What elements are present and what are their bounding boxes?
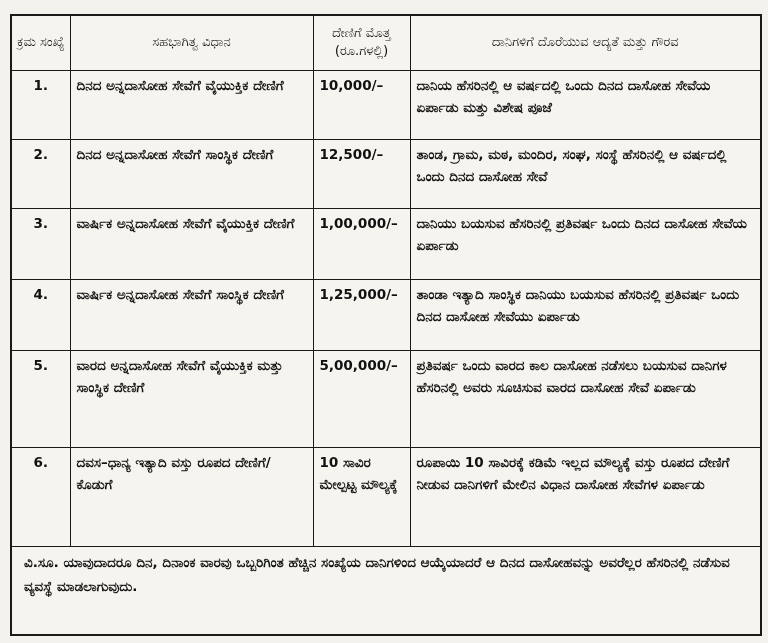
row-sl-no: 6. [12,448,70,547]
table-row [12,209,760,280]
row-scheme: ದಿನದ ಅನ್ನದಾಸೋಹ ಸೇವೆಗೆ ಸಾಂಸ್ಥಿಕ ದೇಣಿಗೆ [70,140,313,209]
row-sl-no: 4. [12,280,70,351]
row-scheme: ವಾರ್ಷಿಕ ಅನ್ನದಾಸೋಹ ಸೇವೆಗೆ ಸಾಂಸ್ಥಿಕ ದೇಣಿಗೆ [70,280,313,351]
row-benefit: ಪ್ರತಿವರ್ಷ ಒಂದು ವಾರದ ಕಾಲ ದಾಸೋಹ ನಡೆಸಲು ಬಯಸುವ ದಾನಿಗಳ ಹೆಸರಿನಲ್ಲಿ ಅವರು ಸೂಚಿಸುವ ವಾರದ ದಾಸೋಹ ಸೇವೆ ಏರ್ಪಾಡು [410,351,760,448]
row-amount: 10 ಸಾವಿರ ಮೇಲ್ಪಟ್ಟ ಮೌಲ್ಯಕ್ಕೆ [313,448,410,547]
row-scheme: ವಾರ್ಷಿಕ ಅನ್ನದಾಸೋಹ ಸೇವೆಗೆ ವೈಯುಕ್ತಿಕ ದೇಣಿಗೆ [70,209,313,280]
row-benefit: ತಾಂಡಾ ಇತ್ಯಾದಿ ಸಾಂಸ್ಥಿಕ ದಾನಿಯು ಬಯಸುವ ಹೆಸರಿನಲ್ಲಿ ಪ್ರತಿವರ್ಷ ಒಂದು ದಿನದ ದಾಸೋಹ ಸೇವೆಯು ಏರ್ಪಾಡು [410,280,760,351]
row-sl-no: 1. [12,71,70,140]
header-benefit: ದಾನಿಗಳಿಗೆ ದೊರೆಯುವ ಆದ್ಯತೆ ಮತ್ತು ಗೌರವ [410,16,760,71]
row-scheme: ದಿನದ ಅನ್ನದಾಸೋಹ ಸೇವೆಗೆ ವೈಯುಕ್ತಿಕ ದೇಣಿಗೆ [70,71,313,140]
donation-schemes-table [12,16,760,547]
row-amount: 1,25,000/– [313,280,410,351]
row-amount: 5,00,000/– [313,351,410,448]
donation-table-document [10,14,762,636]
row-amount: 10,000/– [313,71,410,140]
header-amount: ದೇಣಿಗೆ ಮೊತ್ತ (ರೂ.ಗಳಲ್ಲಿ) [313,16,410,71]
header-sl-no: ಕ್ರಮ ಸಂಖ್ಯೆ [12,16,70,71]
row-benefit: ದಾನಿಯ ಹೆಸರಿನಲ್ಲಿ ಆ ವರ್ಷದಲ್ಲಿ ಒಂದು ದಿನದ ದಾಸೋಹ ಸೇವೆಯ ಏರ್ಪಾಡು ಮತ್ತು ವಿಶೇಷ ಪೂಜೆ [410,71,760,140]
row-amount: 1,00,000/– [313,209,410,280]
footnote: ವಿ.ಸೂ. ಯಾವುದಾದರೂ ದಿನ, ದಿನಾಂಕ ವಾರವು ಒಬ್ಬರಿಗಿಂತ ಹೆಚ್ಚಿನ ಸಂಖ್ಯೆಯ ದಾನಿಗಳಿಂದ ಆಯ್ಕೆಯಾದರೆ ಆ ದಿನದ ದಾಸೋಹವನ್ನು ಅವರೆಲ್ಲರ ಹೆಸರಿನಲ್ಲಿ ನಡೆಸುವ ವ್ಯವಸ್ಥೆ ಮಾಡಲಾಗುವುದು. [24,555,730,595]
table-row [12,140,760,209]
row-benefit: ರೂಪಾಯಿ 10 ಸಾವಿರಕ್ಕೆ ಕಡಿಮೆ ಇಲ್ಲದ ಮೌಲ್ಯಕ್ಕೆ ವಸ್ತು ರೂಪದ ದೇಣಿಗೆ ನೀಡುವ ದಾನಿಗಳಿಗೆ ಮೇಲಿನ ವಿಧಾನ ದಾಸೋಹ ಸೇವೆಗಳ ಏರ್ಪಾಡು [410,448,760,547]
row-scheme: ವಾರದ ಅನ್ನದಾಸೋಹ ಸೇವೆಗೆ ವೈಯುಕ್ತಿಕ ಮತ್ತು ಸಾಂಸ್ಥಿಕ ದೇಣಿಗೆ [70,351,313,448]
header-scheme: ಸಹಭಾಗಿತ್ವ ವಿಧಾನ [70,16,313,71]
table-header-row [12,16,760,71]
row-sl-no: 2. [12,140,70,209]
table-row [12,448,760,547]
row-benefit: ತಾಂಡ, ಗ್ರಾಮ, ಮಠ, ಮಂದಿರ, ಸಂಘ, ಸಂಸ್ಥೆ ಹೆಸರಿನಲ್ಲಿ ಆ ವರ್ಷದಲ್ಲಿ ಒಂದು ದಿನದ ದಾಸೋಹ ಸೇವೆ [410,140,760,209]
table-row [12,71,760,140]
table-row [12,351,760,448]
row-benefit: ದಾನಿಯು ಬಯಸುವ ಹೆಸರಿನಲ್ಲಿ ಪ್ರತಿವರ್ಷ ಒಂದು ದಿನದ ದಾಸೋಹ ಸೇವೆಯ ಏರ್ಪಾಡು [410,209,760,280]
row-amount: 12,500/– [313,140,410,209]
row-sl-no: 3. [12,209,70,280]
row-scheme: ದವಸ–ಧಾನ್ಯ ಇತ್ಯಾದಿ ವಸ್ತು ರೂಪದ ದೇಣಿಗೆ/ಕೊಡುಗೆ [70,448,313,547]
table-row [12,280,760,351]
row-sl-no: 5. [12,351,70,448]
